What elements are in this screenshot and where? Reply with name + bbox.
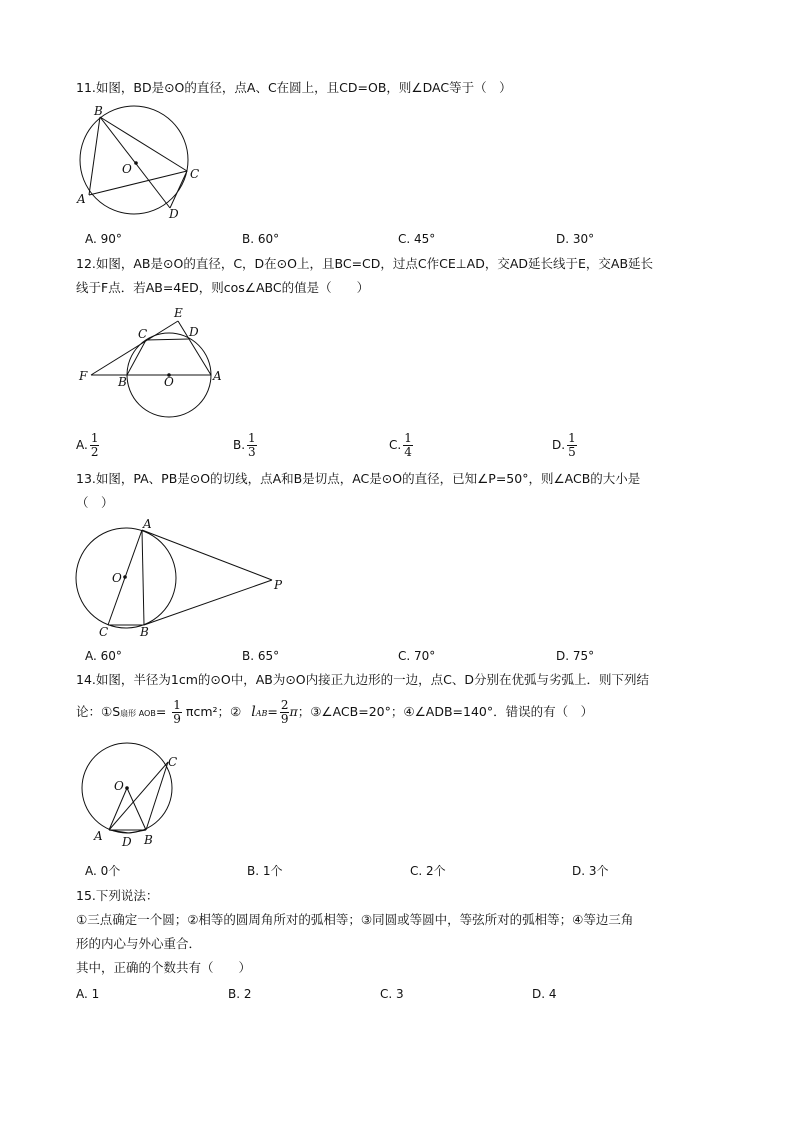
q14-label-a: A — [94, 829, 103, 843]
q14-pi: π — [289, 704, 298, 719]
q13-option-d: D. 75° — [556, 649, 595, 663]
q15-stem-line4: 其中，正确的个数共有（ ） — [76, 960, 252, 975]
q12-option-a-numerator: 1 — [90, 431, 99, 445]
q11-label-c: C — [190, 167, 200, 181]
q14-label-b: B — [144, 833, 153, 847]
q15-option-b: B. 2 — [228, 987, 252, 1001]
q14-fraction-2-denominator: 9 — [280, 712, 289, 726]
q14-label-c: C — [168, 755, 178, 769]
q13-option-a: A. 60° — [85, 649, 122, 663]
q14-fraction-1-numerator: 1 — [173, 698, 181, 712]
q12-option-a-letter: A. — [76, 438, 88, 452]
q11-seg-ac — [89, 171, 187, 195]
q13-option-c: C. 70° — [398, 649, 436, 663]
q15-option-a: A. 1 — [76, 987, 100, 1001]
q12-label-a: A — [213, 369, 222, 383]
q12-seg-bc — [127, 340, 146, 375]
q12-label-b: B — [118, 375, 127, 389]
q14-sector-subscript: 扇形 AOB — [120, 709, 156, 718]
q12-option-a-fraction — [90, 432, 100, 459]
q12-option-d — [552, 432, 577, 459]
q14-part-a: 论：①S — [76, 704, 121, 719]
q11-figure — [70, 100, 210, 225]
q11-label-d: D — [169, 207, 179, 221]
q15-stem-line1: 15.下列说法： — [76, 888, 159, 903]
q12-option-b-numerator: 1 — [248, 431, 256, 445]
q11-center-dot — [134, 161, 138, 165]
q14-arc-length-symbol: l — [251, 704, 256, 720]
q11-seg-bc — [100, 117, 187, 171]
q11-seg-ba — [89, 117, 100, 195]
q14-arc-subscript: AB — [255, 709, 268, 718]
q11-option-c: C. 45° — [398, 232, 436, 246]
q12-option-b-letter: B. — [233, 438, 246, 452]
q11-stem: 11.如图，BD是⊙O的直径，点A、C在圆上，且CD=OB，则∠DAC等于（ ） — [76, 80, 512, 95]
q12-option-b — [233, 432, 257, 459]
q12-label-f: F — [79, 369, 88, 383]
q12-stem-line1: 12.如图，AB是⊙O的直径，C，D在⊙O上，且BC=CD，过点C作CE⊥AD，交AD延长线于E，交AB延长 — [76, 256, 654, 271]
q11-label-b: B — [94, 104, 103, 118]
q14-option-b: B. 1个 — [247, 864, 283, 878]
q14-seg-ob — [127, 788, 146, 830]
q14-label-d: D — [122, 835, 132, 849]
q12-option-d-letter: D. — [552, 438, 566, 452]
q14-option-c: C. 2个 — [410, 864, 446, 878]
q15-stem-line3: 形的内心与外心重合． — [76, 936, 202, 951]
q13-figure — [70, 515, 295, 643]
q14-option-a: A. 0个 — [85, 864, 121, 878]
q15-option-d: D. 4 — [532, 987, 557, 1001]
q12-option-c — [389, 432, 413, 459]
q13-seg-ab — [142, 530, 144, 625]
q14-seg-oa — [109, 788, 127, 830]
q12-option-a-denominator: 2 — [90, 445, 99, 459]
q14-figure — [76, 740, 196, 852]
q13-label-a: A — [143, 517, 152, 531]
q14-center-dot — [125, 786, 129, 790]
q13-center-dot — [123, 575, 127, 579]
q12-seg-cd — [146, 339, 189, 340]
q12-label-o: O — [164, 375, 174, 389]
q12-figure — [74, 305, 234, 420]
q13-stem-line2: （ ） — [76, 495, 114, 510]
q12-option-c-letter: C. — [389, 438, 402, 452]
q12-label-e: E — [174, 306, 183, 320]
q12-option-c-numerator: 1 — [404, 431, 412, 445]
q12-option-b-denominator: 3 — [248, 445, 256, 459]
q13-stem-line1: 13.如图，PA、PB是⊙O的切线，点A和B是切点，AC是⊙O的直径，已知∠P=50°，则∠ACB的大小是 — [76, 471, 641, 486]
q15-stem-line2: ①三点确定一个圆；②相等的圆周角所对的弧相等；③同圆或等圆中，等弦所对的弧相等；④等边三角 — [76, 912, 634, 927]
q12-stem-line2: 线于F点．若AB=4ED，则cos∠ABC的值是（ ） — [76, 280, 370, 295]
q12-option-d-numerator: 1 — [568, 431, 576, 445]
q12-option-c-fraction — [403, 432, 413, 459]
q14-fraction-1 — [172, 699, 182, 726]
q15-option-c: C. 3 — [380, 987, 404, 1001]
q14-part-c: πcm²；② — [185, 704, 242, 719]
q13-label-o: O — [112, 571, 122, 585]
q12-option-d-fraction — [567, 432, 577, 459]
q14-seg-bc — [146, 762, 168, 830]
q11-option-b: B. 60° — [242, 232, 280, 246]
q11-circle — [80, 106, 188, 214]
q12-label-c: C — [138, 327, 148, 341]
q14-stem-line2: 论：①S扇形 AOB= $\frac{1}{9}$ πcm²；② lAB= $\frac{2}{9}$ π；③∠ACB=20°；④∠ADB=140°．错误的有（ ） — [76, 698, 594, 726]
q14-option-d: D. 3个 — [572, 864, 609, 878]
q11-label-o: O — [122, 162, 132, 176]
q13-option-b: B. 65° — [242, 649, 280, 663]
q13-label-c: C — [99, 625, 109, 639]
q14-part-d: ；③∠ACB=20°；④∠ADB=140°．错误的有（ ） — [297, 704, 594, 719]
q12-label-d: D — [189, 325, 199, 339]
q14-fraction-2-numerator: 2 — [280, 698, 289, 712]
q12-option-b-fraction — [247, 432, 257, 459]
q13-seg-pa — [142, 530, 272, 580]
q12-option-d-denominator: 5 — [568, 445, 576, 459]
q11-option-a: A. 90° — [85, 232, 122, 246]
q12-option-a — [76, 432, 99, 459]
q14-fraction-1-denominator: 9 — [173, 712, 181, 726]
q11-label-a: A — [77, 192, 86, 206]
q11-option-d: D. 30° — [556, 232, 595, 246]
q12-seg-fe — [91, 321, 178, 375]
q13-label-b: B — [140, 625, 149, 639]
q13-seg-pb — [144, 580, 272, 625]
q14-stem-line1: 14.如图，半径为1cm的⊙O中，AB为⊙O内接正九边形的一边，点C、D分别在优弧与劣弧上．则下列结 — [76, 672, 649, 687]
q14-equals: = — [155, 704, 167, 719]
q13-label-p: P — [274, 578, 283, 592]
q11-seg-cd — [170, 171, 187, 208]
q12-option-c-denominator: 4 — [404, 445, 412, 459]
q14-label-o: O — [114, 779, 124, 793]
